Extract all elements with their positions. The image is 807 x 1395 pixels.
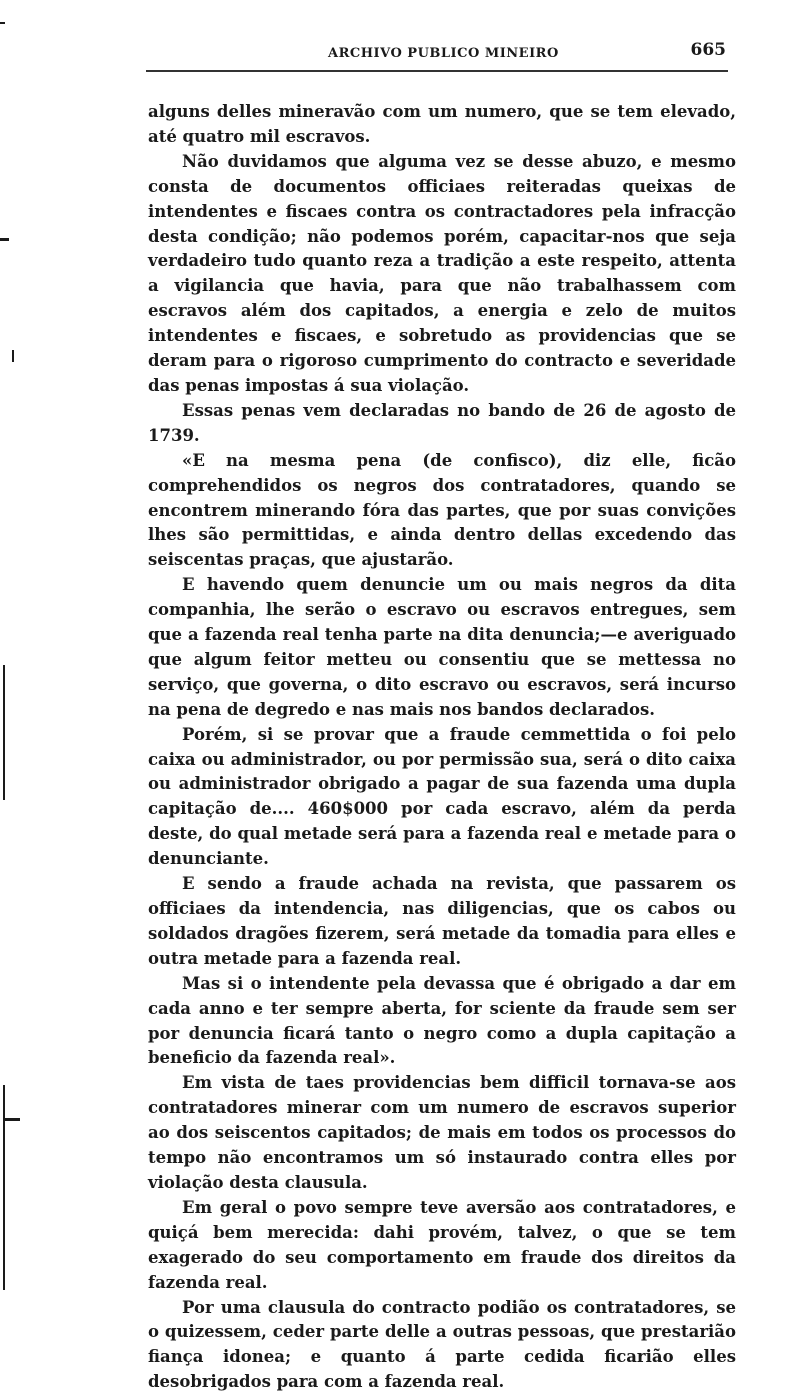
body-text	[148, 100, 736, 1395]
paragraph: E havendo quem denuncie um ou mais negros da dita companhia, lhe serão o escravo ou escravos entregues, sem que a fazenda real tenha parte na dita denuncia;—e averiguado que algum feitor metteu ou consentiu que se mettessa no serviço, que governa, o dito escravo ou escravos, será incurso na pena de degredo e nas mais nos bandos declarados.	[148, 573, 736, 722]
scan-edge-mark	[3, 665, 5, 800]
page-header	[146, 38, 738, 66]
paragraph: Por uma clausula do contracto podião os contratadores, se o quizessem, ceder parte delle a outras pessoas, que prestarião fiança idonea; e quanto á parte cedida ficarião elles desobrigados para com a fazenda real.	[148, 1296, 736, 1395]
page-number: 665	[691, 40, 727, 60]
paragraph: Em geral o povo sempre teve aversão aos contratadores, e quiçá bem merecida: dahi provém, talvez, o que se tem exagerado do seu comportamento em fraude dos direitos da fazenda real.	[148, 1196, 736, 1296]
scan-edge-mark	[12, 350, 14, 362]
paragraph: Essas penas vem declaradas no bando de 26 de agosto de 1739.	[148, 399, 736, 449]
paragraph: alguns delles mineravão com um numero, que se tem elevado, até quatro mil escravos.	[148, 100, 736, 150]
scan-edge-mark	[3, 1085, 5, 1290]
paragraph: Mas si o intendente pela devassa que é obrigado a dar em cada anno e ter sempre aberta, for sciente da fraude sem ser por denuncia ficará tanto o negro como a dupla capitação a beneficio da fazenda real».	[148, 972, 736, 1072]
paragraph: Porém, si se provar que a fraude cemmettida o foi pelo caixa ou administrador, ou por permissão sua, será o dito caixa ou administrador obrigado a pagar de sua fazenda uma dupla capitação de.... 460$000 por cada escravo, além da perda deste, do qual metade será para a fazenda real e metade para o denunciante.	[148, 723, 736, 872]
paragraph: Não duvidamos que alguma vez se desse abuzo, e mesmo consta de documentos officiaes reiteradas queixas de intendentes e fiscaes contra os contractadores pela infracção desta condição; não podemos porém, capacitar-nos que seja verdadeiro tudo quanto reza a tradição a este respeito, attenta a vigilancia que havia, para que não trabalhassem com escravos além dos capitados, a energia e zelo de muitos intendentes e fiscaes, e sobretudo as providencias que se deram para o rigoroso cumprimento do contracto e severidade das penas impostas á sua violação.	[148, 150, 736, 399]
scan-edge-mark	[3, 1118, 20, 1121]
scan-edge-mark	[0, 22, 5, 24]
scan-edge-mark	[0, 238, 9, 241]
paragraph: Em vista de taes providencias bem difficil tornava-se aos contratadores minerar com um numero de escravos superior ao dos seiscentos capitados; de mais em todos os processos do tempo não encontramos um só instaurado contra elles por violação desta clausula.	[148, 1071, 736, 1196]
paragraph: «E na mesma pena (de confisco), diz elle, ficão comprehendidos os negros dos contratadores, quando se encontrem minerando fóra das partes, que por suas convições lhes são permittidas, e ainda dentro dellas excedendo das seiscentas praças, que ajustarão.	[148, 449, 736, 574]
paragraph: E sendo a fraude achada na revista, que passarem os officiaes da intendencia, nas diligencias, que os cabos ou soldados dragões fizerem, será metade da tomadia para elles e outra metade para a fazenda real.	[148, 872, 736, 972]
header-rule	[146, 70, 728, 72]
running-title: ARCHIVO PUBLICO MINEIRO	[328, 46, 559, 61]
